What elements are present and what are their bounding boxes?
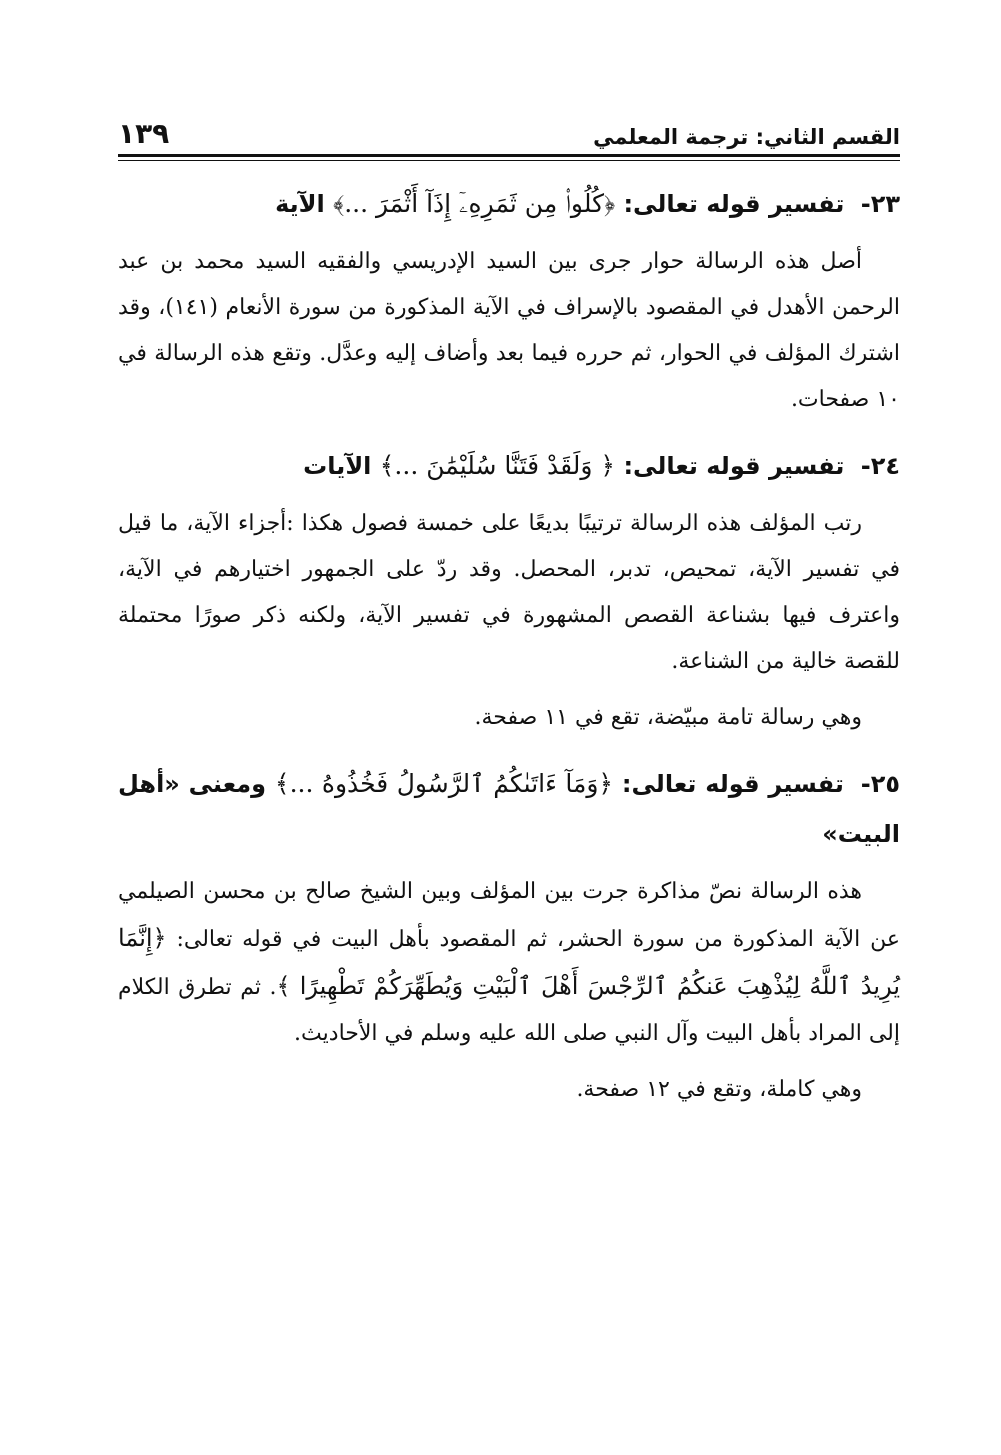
header-rule [118,154,900,161]
section-heading-25 [118,759,900,859]
section-heading-prefix: تفسير قوله تعالى: [623,452,845,480]
quran-quote: ﴿ وَلَقَدْ فَتَنَّا سُلَيْمَٰنَ ...﴾ [379,451,616,480]
paragraph: وهي كاملة، وتقع في ١٢ صفحة. [576,1077,862,1102]
running-header-title: القسم الثاني: ترجمة المعلمي [593,125,900,149]
section-heading-24 [118,441,900,491]
paragraph-lead: هذه الرسالة نصّ مذاكرة جرت بين المؤلف وبين الشيخ صالح بن محسن الصيلمي عن الآية المذكورة من سورة الحشر، ثم المقصود بأهل البيت في قوله تعالى: [118,879,900,952]
quran-quote: ﴿كُلُوا۟ مِن ثَمَرِهِۦٓ إِذَآ أَثْمَرَ ...﴾ [333,189,616,218]
running-header [118,108,900,148]
quran-quote: ﴿وَمَآ ءَاتَىٰكُمُ ٱلرَّسُولُ فَخُذُوهُ ...﴾ [274,769,614,798]
section-heading-prefix: تفسير قوله تعالى: [623,190,845,218]
document-page [118,108,900,1113]
section-number: ٢٥- [860,770,900,798]
paragraph [118,869,900,1057]
section-number: ٢٤- [860,452,900,480]
quran-verse: ﴿إِنَّمَا يُرِيدُ ٱللَّهُ لِيُذْهِبَ عَنكُمُ ٱلرِّجْسَ أَهْلَ ٱلْبَيْتِ وَيُطَهِّرَكُمْ تَطْهِيرًا ﴾ [118,924,900,1000]
section-heading-suffix: الآيات [303,452,372,480]
paragraph-tail: . ثم تطرق الكلام إلى المراد بأهل البيت وآل النبي صلى الله عليه وسلم في الأحاديث. [118,975,900,1046]
section-heading-23 [118,179,900,229]
section-heading-prefix: تفسير قوله تعالى: [621,770,844,798]
paragraph: رتب المؤلف هذه الرسالة ترتيبًا بديعًا على خمسة فصول هكذا :أجزاء الآية، ما قيل في تفسير الآية، تمحيص، تدبر، المحصل. وقد ردّ على الجمهور اختيارهم في الآية، واعترف فيها بشناعة القصص المشهورة في تفسير الآية، ولكنه ذكر صورًا محتملة للقصة خالية من الشناعة. [118,511,900,674]
section-heading-suffix: الآية [275,190,325,218]
section-number: ٢٣- [860,190,900,218]
section-heading-suffix: ومعنى «أهل البيت» [118,770,900,848]
page-number: ١٣٩ [118,117,170,150]
paragraph: أصل هذه الرسالة حوار جرى بين السيد الإدريسي والفقيه السيد محمد بن عبد الرحمن الأهدل في المقصود بالإسراف في الآية المذكورة من سورة الأنعام (١٤١)، وقد اشترك المؤلف في الحوار، ثم حرره فيما بعد وأضاف إليه وعدَّل. وتقع هذه الرسالة في ١٠ صفحات. [118,249,900,412]
paragraph: وهي رسالة تامة مبيّضة، تقع في ١١ صفحة. [474,705,862,730]
